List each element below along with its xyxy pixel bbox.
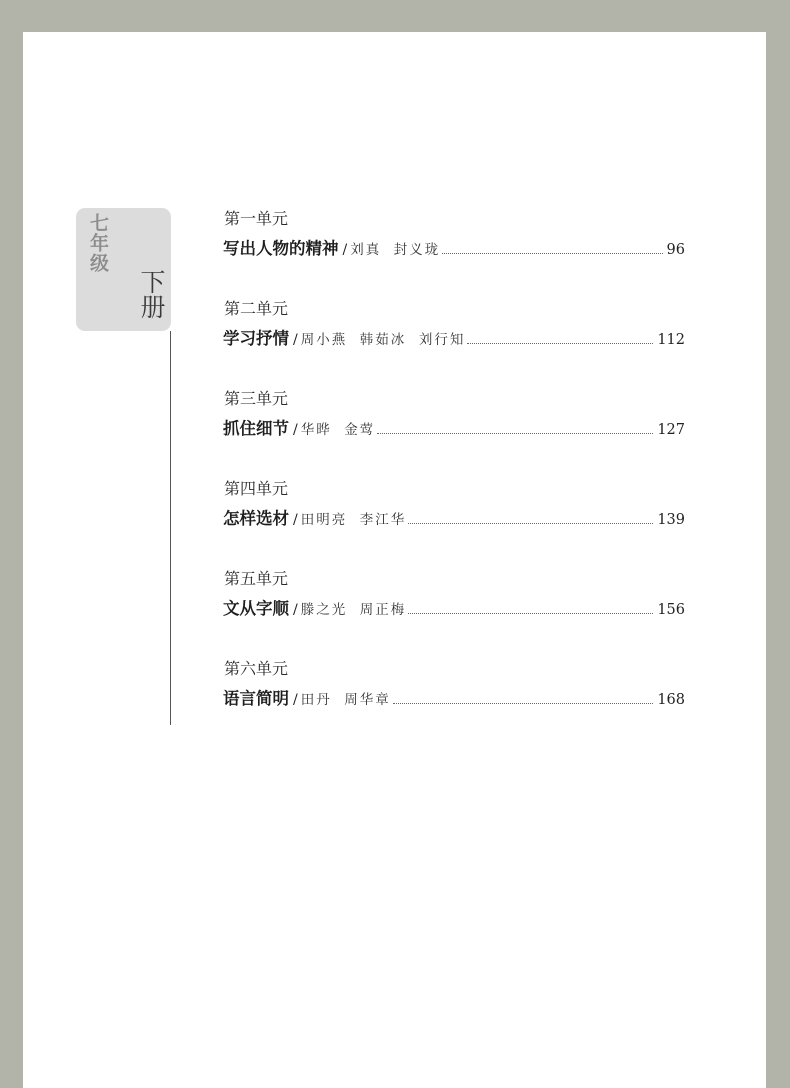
toc-unit-5 bbox=[223, 567, 685, 657]
toc-unit-4 bbox=[223, 477, 685, 567]
dot-leader bbox=[408, 522, 653, 524]
entry-topic: 语言简明 bbox=[223, 689, 289, 708]
entry-authors: 华晔 金莺 bbox=[300, 422, 376, 438]
dot-leader bbox=[467, 342, 653, 344]
unit-title: 第六单元 bbox=[224, 659, 289, 678]
entry-slash: / bbox=[342, 242, 348, 258]
entry-authors: 田明亮 李江华 bbox=[300, 512, 407, 528]
toc-unit-1 bbox=[223, 207, 685, 297]
entry-authors: 田丹 周华章 bbox=[300, 692, 391, 708]
toc-entry[interactable] bbox=[223, 597, 685, 621]
grade-label: 七年级 bbox=[87, 213, 109, 273]
entry-slash: / bbox=[293, 512, 298, 528]
toc-entry[interactable] bbox=[223, 327, 685, 351]
entry-slash: / bbox=[293, 332, 298, 348]
unit-title: 第五单元 bbox=[224, 569, 289, 588]
entry-topic: 学习抒情 bbox=[223, 329, 289, 348]
toc-unit-6 bbox=[223, 657, 685, 747]
dot-leader bbox=[393, 702, 654, 704]
entry-page-number: 127 bbox=[657, 422, 685, 438]
entry-page-number: 139 bbox=[657, 512, 685, 528]
entry-authors: 周小燕 韩茹冰 刘行知 bbox=[300, 332, 466, 348]
unit-title: 第二单元 bbox=[224, 299, 289, 318]
dot-leader bbox=[377, 432, 653, 434]
unit-title: 第一单元 bbox=[224, 209, 289, 228]
volume-label: 下册 bbox=[137, 269, 166, 319]
toc-entry[interactable] bbox=[223, 237, 685, 261]
entry-authors: 滕之光 周正梅 bbox=[300, 602, 407, 618]
entry-topic: 抓住细节 bbox=[223, 419, 289, 438]
unit-title: 第四单元 bbox=[224, 479, 289, 498]
entry-topic: 怎样选材 bbox=[223, 509, 289, 528]
entry-authors: 刘真 封义珑 bbox=[350, 242, 441, 258]
toc-entry[interactable] bbox=[223, 507, 685, 531]
toc-unit-3 bbox=[223, 387, 685, 477]
entry-topic: 写出人物的精神 bbox=[223, 239, 339, 258]
vertical-divider bbox=[170, 331, 171, 725]
entry-slash: / bbox=[293, 692, 298, 708]
toc-entry[interactable] bbox=[223, 687, 685, 711]
entry-page-number: 156 bbox=[657, 602, 685, 618]
entry-page-number: 96 bbox=[666, 242, 685, 258]
entry-slash: / bbox=[293, 422, 298, 438]
entry-slash: / bbox=[293, 602, 298, 618]
entry-page-number: 168 bbox=[657, 692, 685, 708]
entry-page-number: 112 bbox=[657, 332, 685, 348]
table-of-contents bbox=[223, 207, 685, 747]
unit-title: 第三单元 bbox=[224, 389, 289, 408]
dot-leader bbox=[408, 612, 653, 614]
toc-unit-2 bbox=[223, 297, 685, 387]
entry-topic: 文从字顺 bbox=[223, 599, 289, 618]
toc-entry[interactable] bbox=[223, 417, 685, 441]
dot-leader bbox=[442, 252, 662, 254]
